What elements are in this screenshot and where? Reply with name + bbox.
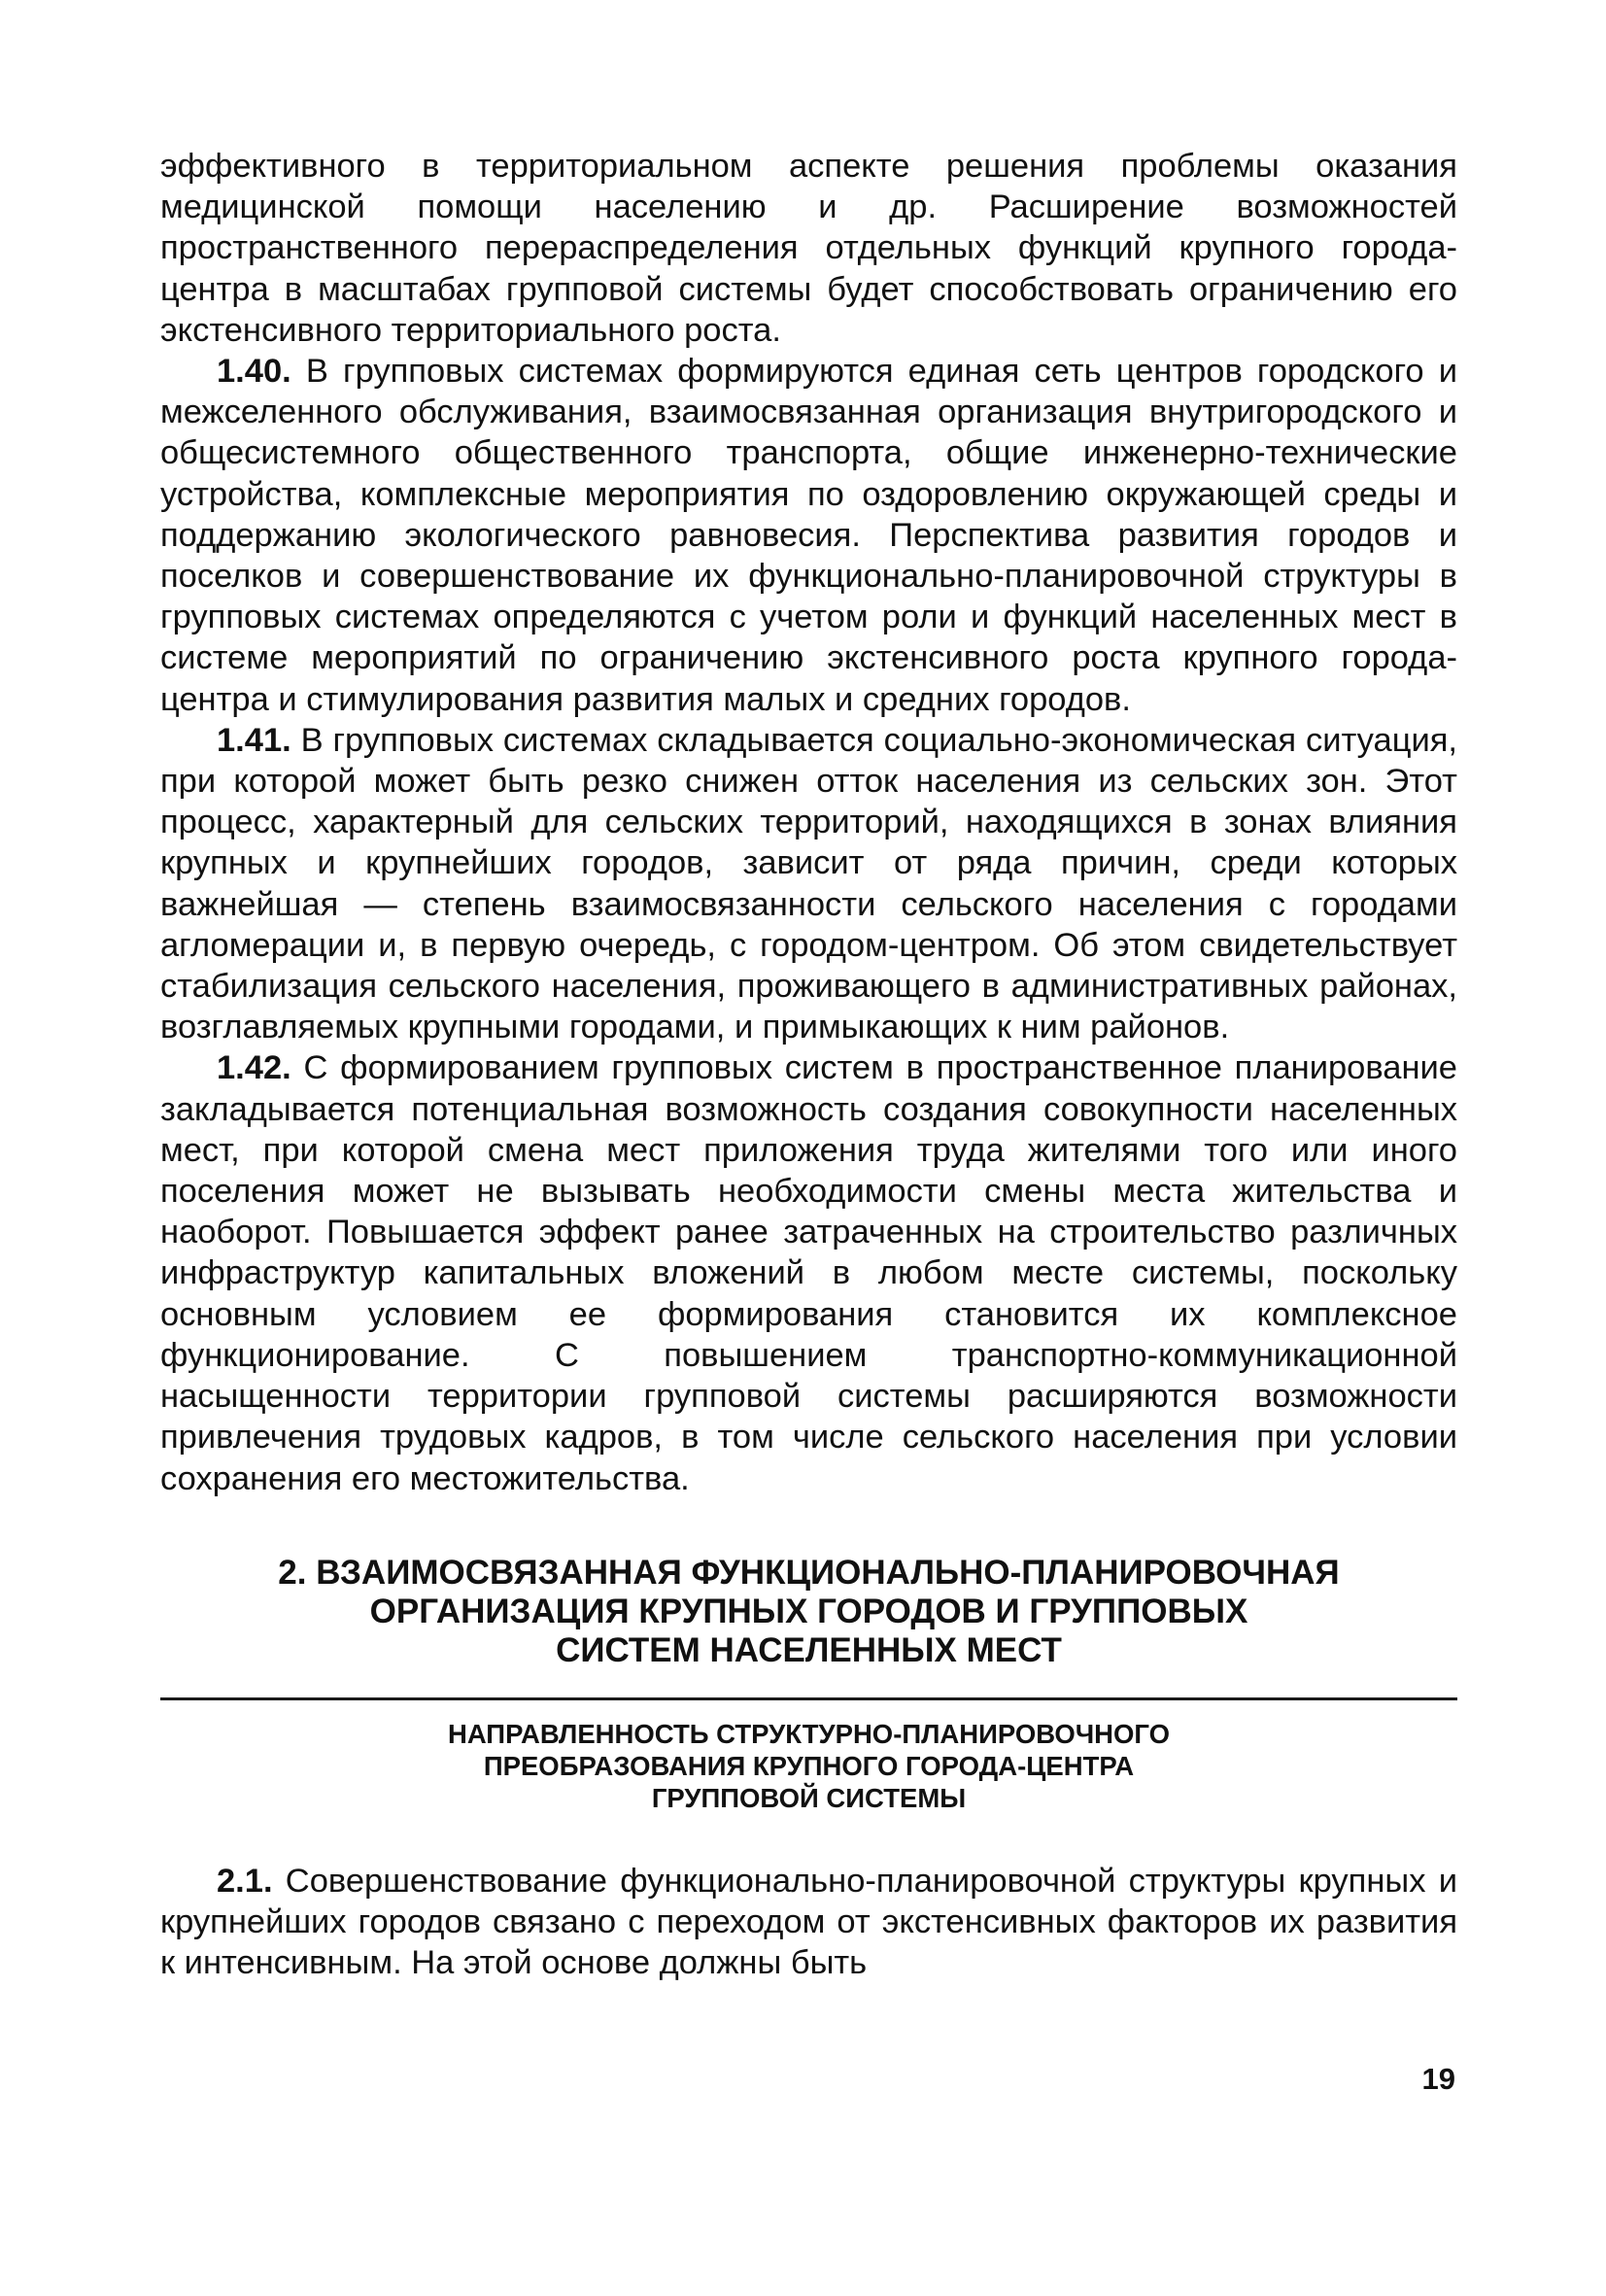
chapter-heading-line: ОРГАНИЗАЦИЯ КРУПНЫХ ГОРОДОВ И ГРУППОВЫХ [369,1592,1248,1630]
paragraph-2-1 [160,1861,1457,1984]
paragraph-text: С формированием групповых систем в пространственное планирование закладывается потенциальная возможность создания совокупности населенных мест, при которой смена мест приложения труда жителями того или иного поселения может не вызывать необходимости смены места жительства и наоборот. Повышается эффект ранее затраченных на строительство различных инфраструктур капитальных вложений в любом месте системы, поскольку основным условием ее формирования становится их комплексное функционирование. С повышением транспортно-коммуникационной насыщенности территории групповой системы расширяются возможности привлечения трудовых кадров, в том числе сельского населения при условии сохранения его местожительства. [160,1049,1457,1497]
section-heading-line: ГРУППОВОЙ СИСТЕМЫ [651,1782,967,1813]
chapter-heading-line: СИСТЕМ НАСЕЛЕННЫХ МЕСТ [556,1630,1062,1669]
paragraph-number: 1.42. [217,1049,291,1087]
paragraph-continuation [160,146,1457,351]
chapter-heading [160,1554,1457,1670]
paragraph-text: эффективного в территориальном аспекте решения проблемы оказания медицинской помощи населению и др. Расширение возможностей пространственного перераспределения отдельных функций крупного города-центра в масштабах групповой системы будет способствовать ограничению его экстенсивного территориального роста. [160,148,1457,349]
paragraph-number: 1.41. [217,721,291,759]
heading-divider [160,1697,1457,1700]
document-page [160,146,1457,1983]
section-heading [160,1718,1457,1814]
paragraph-1-40 [160,351,1457,720]
page-number: 19 [1421,2062,1455,2096]
paragraph-text: В групповых системах формируются единая сеть центров городского и межселенного обслуживания, взаимосвязанная организация внутригородского и общесистемного общественного транспорта, общие инженерно-технические устройства, комплексные мероприятия по оздоровлению окружающей среды и поддержанию экологического равновесия. Перспектива развития городов и поселков и совершенствование их функционально-планировочной структуры в групповых системах определяются с учетом роли и функций населенных мест в системе мероприятий по ограничению экстенсивного роста крупного города-центра и стимулирования развития малых и средних городов. [160,353,1457,718]
chapter-heading-line: 2. ВЗАИМОСВЯЗАННАЯ ФУНКЦИОНАЛЬНО-ПЛАНИРОВОЧНАЯ [278,1553,1340,1592]
paragraph-1-41 [160,720,1457,1048]
paragraph-number: 2.1. [217,1862,273,1900]
paragraph-1-42 [160,1047,1457,1498]
paragraph-text: В групповых системах складывается социально-экономическая ситуация, при которой может быть резко снижен отток населения из сельских зон. Этот процесс, характерный для сельских территорий, находящихся в зонах влияния крупных и крупнейших городов, зависит от ряда причин, среди которых важнейшая — степень взаимосвязанности сельского населения с городами агломерации и, в первую очередь, с городом-центром. Об этом свидетельствует стабилизация сельского населения, проживающего в административных районах, возглавляемых крупными городами, и примыкающих к ним районов. [160,721,1457,1046]
paragraph-text: Совершенствование функционально-планировочной структуры крупных и крупнейших городов связано с переходом от экстенсивных факторов их развития к интенсивным. На этой основе должны быть [160,1862,1457,1982]
paragraph-number: 1.40. [217,353,291,391]
section-heading-line: ПРЕОБРАЗОВАНИЯ КРУПНОГО ГОРОДА-ЦЕНТРА [483,1750,1135,1781]
section-heading-line: НАПРАВЛЕННОСТЬ СТРУКТУРНО-ПЛАНИРОВОЧНОГО [447,1718,1171,1749]
